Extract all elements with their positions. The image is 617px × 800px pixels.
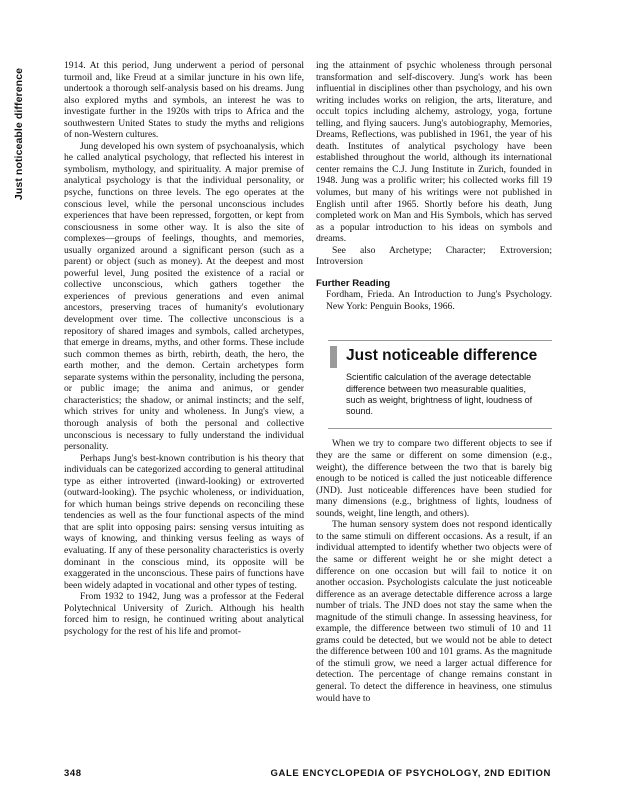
divider: [328, 428, 552, 429]
paragraph: Perhaps Jung's best-known contribution is his theory that individuals can be categorized according to general attitudinal type as either introverted (inward-looking) or extroverted (outward-looking). The psychic wholeness, or individuation, for which human beings strive depends on reconciling these tendencies as well as the four functional aspects of the mind that are split into opposing pairs: sensing versus intuiting as ways of knowing, and thinking versus feeling as ways of evaluating. If any of these personality characteristics is overly dominant in the conscious mind, its opposite will be exaggerated in the unconscious. These pairs of functions have been widely adapted in vocational and other types of testing.: [64, 452, 304, 591]
paragraph: ing the attainment of psychic wholeness through personal transformation and self-discovery. Jung's work has been influential in disciplines other than psychology, and his own writing includes works on religion, the arts, literature, and occult topics including alchemy, astrology, yoga, fortune telling, and flying saucers. Jung's autobiography, Memories, Dreams, Reflections, was published in 1961, the year of his death. Institutes of analytical psychology have been established throughout the world, although its international center remains the C.J. Jung Institute in Zurich, founded in 1948. Jung was a prolific writer; his collected works fill 19 volumes, but many of his writings were not published in English until after 1965. Shortly before his death, Jung completed work on Man and His Symbols, which has served as a popular introduction to his ideas on symbols and dreams.: [316, 60, 552, 245]
further-reading-entry: Fordham, Frieda. An Introduction to Jung's Psychology. New York: Penguin Books, 1966.: [326, 289, 552, 312]
paragraph: From 1932 to 1942, Jung was a professor at the Federal Polytechnical University of Zurich. Although his health forced him to resign, he continued writing about analytical psychology for the rest of his life and promot-: [64, 591, 304, 637]
publication-title: GALE ENCYCLOPEDIA OF PSYCHOLOGY, 2ND EDITION: [270, 768, 551, 779]
left-column: [64, 60, 304, 637]
entry-marker-bar: [330, 346, 337, 368]
running-head: [6, 64, 32, 204]
see-also: See also Archetype; Character; Extroversion; Introversion: [316, 244, 552, 268]
running-head-text: Just noticeable difference: [13, 67, 25, 201]
page-number: 348: [64, 768, 82, 779]
paragraph: 1914. At this period, Jung underwent a period of personal turmoil and, like Freud at a similar juncture in his own life, undertook a thorough self-analysis based on his dreams. Jung also explored myths and symbols, an interest he was to investigate further in the 1920s with trips to Africa and the southwestern United States to study the myths and religions of non-Western cultures.: [64, 60, 304, 141]
right-column: [316, 60, 552, 704]
divider: [328, 340, 552, 341]
paragraph: The human sensory system does not respond identically to the same stimuli on different occasions. As a result, if an individual attempted to identify whether two objects were of the same or different weight he or she might detect a difference on one occasion but will fail to notice it on another occasion. Psychologists calculate the just noticeable difference as an average detectable difference across a large number of trials. The JND does not stay the same when the magnitude of the stimuli change. In assessing heaviness, for example, the difference between two stimuli of 10 and 11 grams could be detected, but we would not be able to detect the difference between 100 and 101 grams. As the magnitude of the stimuli grow, we need a larger actual difference for detection. The percentage of change remains constant in general. To detect the difference in heaviness, one stimulus would have to: [316, 519, 552, 704]
entry-title: Just noticeable difference: [346, 347, 538, 365]
entry-definition: Scientific calculation of the average detectable difference between two measurable qualities, such as weight, brightness of light, loudness of sound.: [346, 372, 533, 417]
entry-header-box: [316, 340, 552, 438]
paragraph: Jung developed his own system of psychoanalysis, which he called analytical psychology, that reflected his interest in symbolism, mythology, and spirituality. A major premise of analytical psychology is that the individual personality, or psyche, functions on three levels. The ego operates at the conscious level, while the personal unconscious includes experiences that have been repressed, forgotten, or kept from consciousness in some other way. It is also the site of complexes—groups of feelings, thoughts, and memories, usually organized around a significant person (such as a parent) or object (such as money). At the deepest and most powerful level, Jung posited the existence of a racial or collective unconscious, which gathers together the experiences of previous generations and even animal ancestors, preserving traces of humanity's evolutionary development over time. The collective unconscious is a repository of shared images and symbols, called archetypes, that emerge in dreams, myths, and other forms. These include such common themes as birth, rebirth, death, the hero, the earth mother, and the demon. Certain archetypes form separate systems within the personality, including the persona, or public image; the anima and animus, or gender characteristics; the shadow, or animal instincts; and the self, which strives for unity and wholeness. In Jung's view, a thorough analysis of both the personal and collective unconscious is necessary to fully understand the individual personality.: [64, 140, 304, 453]
further-reading-heading: Further Reading: [316, 277, 391, 289]
paragraph: When we try to compare two different objects to see if they are the same or different on some dimension (e.g., weight), the difference between the two that is barely big enough to be noticed is called the just noticeable difference (JND). Just noticeable differences have been studied for many dimensions (e.g., brightness of lights, loudness of sounds, weight, line length, and others).: [316, 438, 552, 519]
